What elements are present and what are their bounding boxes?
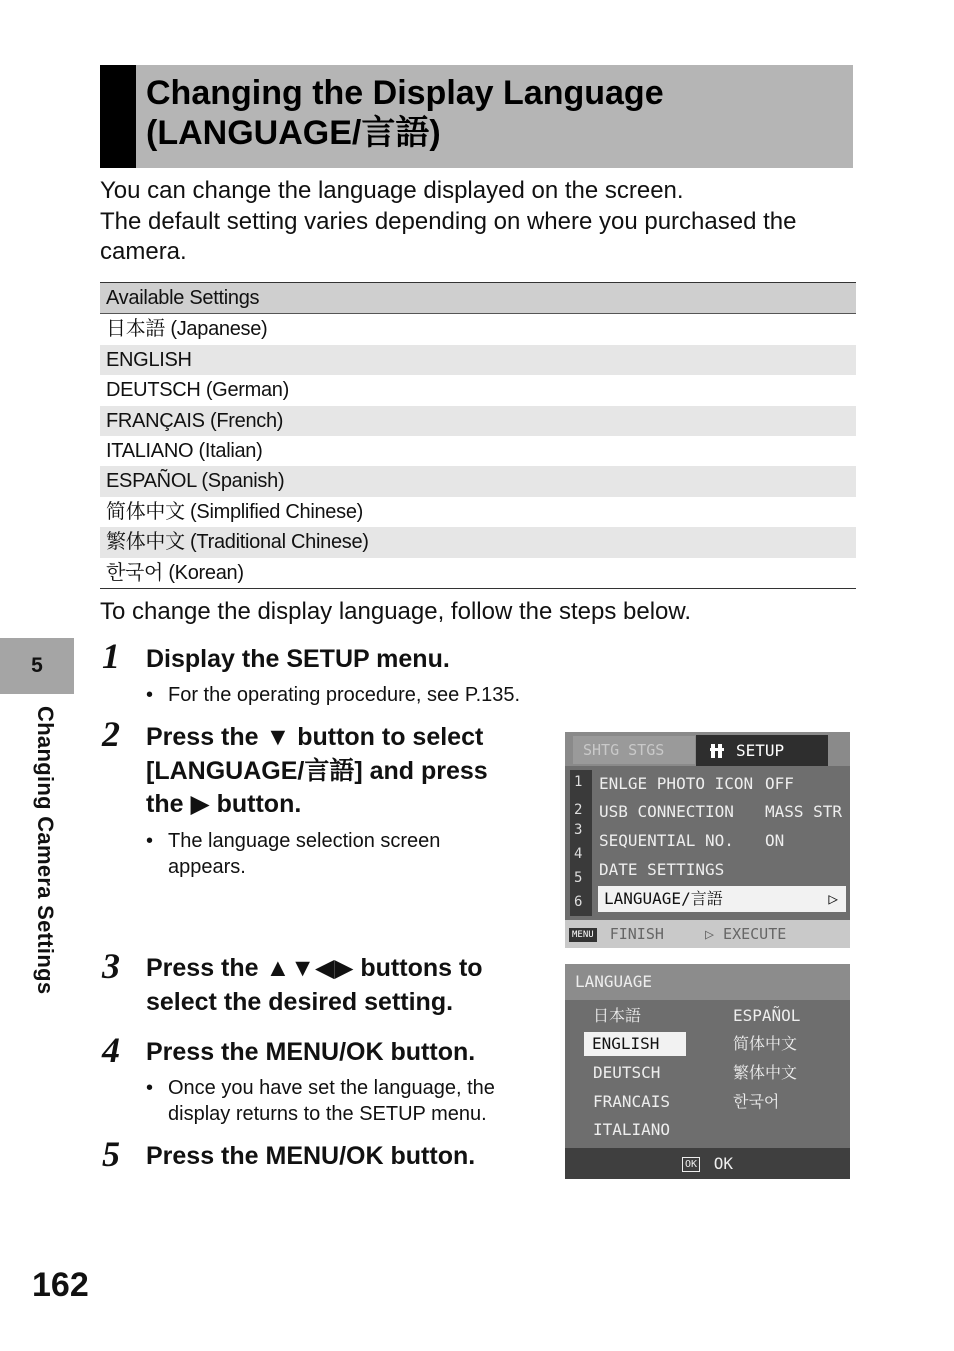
section-title-bar <box>100 65 853 168</box>
chapter-number: 5 <box>31 654 43 677</box>
step-title-line: [LANGUAGE/言語] and press <box>146 756 488 785</box>
step-title <box>146 643 450 677</box>
step-number: 1 <box>102 636 120 676</box>
table-row: FRANÇAIS (French) <box>100 406 856 436</box>
table-row: 繁体中文 (Traditional Chinese) <box>100 527 856 557</box>
step-note-line: appears. <box>168 856 246 878</box>
table-row: ENGLISH <box>100 345 856 375</box>
step-title <box>146 1036 475 1070</box>
menu-item-label: SEQUENTIAL NO. <box>599 831 734 850</box>
table-row: ESPAÑOL (Spanish) <box>100 466 856 496</box>
menu-item-value: MASS STR <box>765 802 843 821</box>
menu-item-label: ENLGE PHOTO ICON <box>599 774 754 793</box>
step-title <box>146 1140 475 1174</box>
step-note-line: The language selection screen <box>168 830 441 852</box>
screen-tab-bar <box>565 732 850 766</box>
step-number: 3 <box>102 946 120 986</box>
setup-menu-screenshot <box>565 732 850 948</box>
table-row: 한국어 (Korean) <box>106 561 244 584</box>
intro-line-2: The default setting varies depending on where you purchased the <box>100 207 797 235</box>
title-accent-block <box>100 65 136 168</box>
menu-item-label: USB CONNECTION <box>599 802 734 821</box>
page-title <box>146 73 846 153</box>
table-header: Available Settings <box>100 283 856 314</box>
step-note-line: display returns to the SETUP menu. <box>168 1103 487 1125</box>
bullet-icon: • <box>146 830 154 852</box>
step-title <box>146 952 483 1019</box>
language-option: ITALIANO <box>593 1120 671 1139</box>
step-title-line: Press the MENU/OK button. <box>146 1142 476 1170</box>
bullet-icon: • <box>146 684 154 706</box>
language-option-selected: ENGLISH <box>584 1032 686 1056</box>
title-line-1: Changing the Display Language <box>146 74 664 112</box>
language-option: FRANCAIS <box>593 1092 671 1111</box>
menu-button-icon: MENU <box>569 928 597 942</box>
menu-index: 2 <box>574 802 583 818</box>
arrow-right-icon: ▷ <box>828 889 838 908</box>
step-title-line: select the desired setting. <box>146 987 454 1016</box>
tab-setup <box>696 735 828 766</box>
step-title-line: Press the ▲▼◀▶ buttons to <box>146 954 483 982</box>
step-number: 2 <box>102 714 120 754</box>
language-option: DEUTSCH <box>593 1063 661 1082</box>
footer-finish: FINISH <box>609 925 664 943</box>
screen-header: LANGUAGE <box>565 964 850 1000</box>
language-option: ESPAÑOL <box>733 1006 801 1025</box>
menu-index: 1 <box>574 774 583 790</box>
step-title <box>146 721 488 822</box>
language-option: 繁体中文 <box>733 1063 798 1082</box>
menu-item-value: ON <box>765 831 785 850</box>
chapter-label: Changing Camera Settings <box>33 706 58 995</box>
menu-item-label: DATE SETTINGS <box>599 860 725 879</box>
ok-button-icon: OK <box>682 1157 700 1172</box>
step-note-line: For the operating procedure, see P.135. <box>168 684 521 706</box>
step-number: 5 <box>102 1134 120 1174</box>
table-row: 简体中文 (Simplified Chinese) <box>106 500 364 523</box>
menu-item-language-selected <box>598 886 846 912</box>
wrench-icon <box>708 742 726 760</box>
menu-item-value: OFF <box>765 774 794 793</box>
table-row: ITALIANO (Italian) <box>106 439 263 462</box>
tab-shooting-settings: SHTG STGS <box>573 736 695 764</box>
intro-line-3: camera. <box>100 238 187 265</box>
step-title-line: Press the MENU/OK button. <box>146 1038 476 1066</box>
footer-ok: OK <box>713 1154 733 1173</box>
screen-footer <box>565 1148 850 1179</box>
step-number: 4 <box>102 1030 120 1070</box>
screen-footer <box>565 920 850 948</box>
step-title-line: Press the ▼ button to select <box>146 723 484 751</box>
language-option: 한국어 <box>733 1092 780 1111</box>
bullet-icon: • <box>146 1077 154 1099</box>
menu-index: 5 <box>574 870 583 886</box>
language-option: 简体中文 <box>733 1034 798 1053</box>
step-title-line: Display the SETUP menu. <box>146 645 450 673</box>
step-title-line: the ▶ button. <box>146 790 302 818</box>
footer-execute: ▷ EXECUTE <box>705 925 787 943</box>
intro-line-1: You can change the language displayed on the screen. <box>100 177 684 204</box>
intro-paragraph <box>100 176 860 268</box>
menu-index: 6 <box>574 894 583 910</box>
table-row: 日本語 (Japanese) <box>106 318 268 341</box>
language-selection-screenshot <box>565 964 850 1179</box>
menu-index: 4 <box>574 846 583 862</box>
menu-item-label: LANGUAGE/言語 <box>604 889 723 908</box>
table-row: DEUTSCH (German) <box>106 379 289 402</box>
tab-setup-label: SETUP <box>736 741 785 760</box>
page-number: 162 <box>32 1266 89 1304</box>
follow-steps-text: To change the display language, follow the steps below. <box>100 598 692 625</box>
menu-index: 3 <box>574 822 583 838</box>
available-settings-table <box>100 282 856 589</box>
step-note-line: Once you have set the language, the <box>168 1077 495 1099</box>
title-line-2: (LANGUAGE/言語) <box>146 114 441 152</box>
language-option: 日本語 <box>593 1006 642 1025</box>
